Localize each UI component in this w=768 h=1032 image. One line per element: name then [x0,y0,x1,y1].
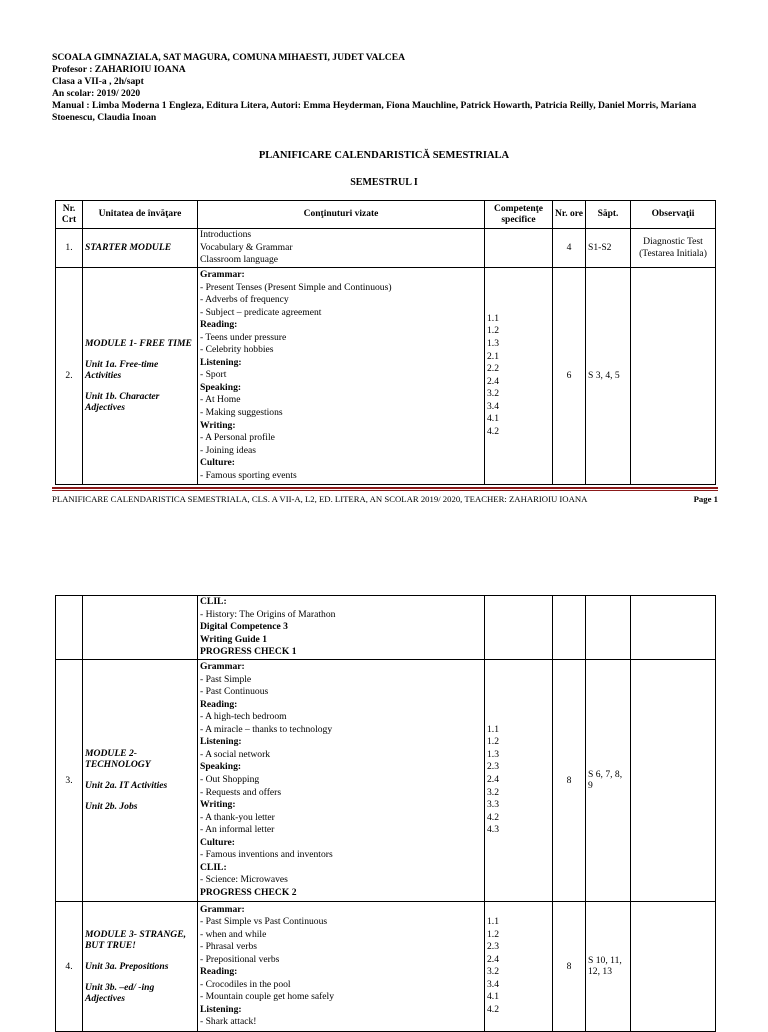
content-item: Introductions [200,229,252,240]
cell-unit [83,229,198,268]
cell-unit [83,267,198,484]
competence-item: 2.4 [487,773,499,785]
content-heading: CLIL: [200,596,227,607]
competence-item: 3.4 [487,400,499,412]
content-heading: CLIL: [200,861,227,873]
cell-notes: Diagnostic Test (Testarea Initiala) [631,229,716,268]
competence-item: 1.1 [487,312,499,324]
content-heading: Listening: [200,356,242,368]
content-item: - A high-tech bedroom [200,711,287,723]
page-number: Page 1 [693,494,718,504]
column-header-content: Conţinuturi vizate [198,201,485,229]
content-heading: Listening: [200,736,242,748]
table-row [56,267,716,484]
cell-hours [553,596,586,660]
school-year: An scolar: 2019/ 2020 [52,88,141,100]
content-item: - History: The Origins of Marathon [200,608,336,620]
content-heading: Grammar: [200,661,245,673]
cell-nr: 3. [56,659,83,901]
competence-item: 3.4 [487,978,499,990]
content-item: - Making suggestions [200,407,283,418]
unit-line: Unit 1b. Character Adjectives [85,391,160,414]
cell-hours: 8 [553,659,586,901]
unit-line: Unit 3b. –ed/ -ing Adjectives [85,981,155,1004]
column-header-notes: Observaţii [631,201,716,229]
content-heading: PROGRESS CHECK 2 [200,886,297,898]
table-row [56,901,716,1031]
content-item: - Sport [200,369,227,381]
footer-rule-thin [52,490,718,491]
competence-item: 2.3 [487,761,499,773]
table-row [56,659,716,901]
cell-unit [83,659,198,901]
semester-title: SEMESTRUL I [350,177,418,188]
content-item: - Teens under pressure [200,331,287,343]
cell-notes [631,659,716,901]
content-item: - Science: Microwaves [200,874,288,886]
content-heading: Reading: [200,966,238,978]
content-heading: Writing Guide 1 [200,633,267,645]
content-item: - Past Simple [200,673,252,685]
competence-item: 1.2 [487,928,499,940]
competence-item: 4.1 [487,991,499,1003]
cell-notes [631,267,716,484]
competence-item: 3.2 [487,786,499,798]
cell-competences [485,901,553,1031]
content-item: - when and while [200,928,267,940]
content-heading: Grammar: [200,268,245,280]
column-header-nr: Nr. Crt [56,201,83,229]
teacher-name: Profesor : ZAHARIOIU IOANA [52,64,186,76]
column-header-competences: Competenţe specifice [485,201,553,229]
cell-content [198,229,485,268]
school-name: SCOALA GIMNAZIALA, SAT MAGURA, COMUNA MIHAESTI, JUDET VALCEA [52,52,406,63]
cell-unit [83,901,198,1031]
content-item: - Present Tenses (Present Simple and Continuous) [200,281,392,293]
content-item: - Phrasal verbs [200,941,258,953]
cell-competences [485,229,553,268]
column-header-hours: Nr. ore [553,201,586,229]
content-heading: PROGRESS CHECK 1 [200,646,297,658]
content-item: - Famous sporting events [200,469,297,481]
content-heading: Reading: [200,698,238,710]
cell-competences [485,267,553,484]
cell-weeks [586,596,631,660]
cell-content [198,596,485,660]
content-item: - Famous inventions and inventors [200,849,333,861]
cell-unit [83,596,198,660]
planning-table-page-2 [55,595,716,1032]
cell-hours: 6 [553,267,586,484]
cell-notes [631,901,716,1031]
unit-line: STARTER MODULE [85,242,172,254]
unit-line: Unit 2b. Jobs [85,801,138,813]
unit-line: MODULE 1- FREE TIME [85,338,192,350]
column-header-weeks: Săpt. [586,201,631,229]
content-item: - Shark attack! [200,1016,257,1028]
cell-competences [485,659,553,901]
cell-weeks: S 3, 4, 5 [586,267,631,484]
cell-nr: 2. [56,267,83,484]
competence-item: 3.2 [487,966,499,978]
content-heading: Speaking: [200,381,242,393]
cell-content [198,659,485,901]
cell-nr [56,596,83,660]
competence-item: 4.2 [487,1003,499,1015]
content-item: - Prepositional verbs [200,953,280,965]
content-heading: Writing: [200,799,236,811]
competence-item: 1.3 [487,338,499,349]
content-item: - Out Shopping [200,773,260,785]
cell-notes [631,596,716,660]
document-header [52,52,732,125]
content-item: Vocabulary & Grammar [200,241,293,253]
unit-line: Unit 3a. Prepositions [85,960,169,972]
competence-item: 3.2 [487,388,499,400]
cell-weeks: S1-S2 [586,229,631,268]
competence-item: 1.1 [487,916,499,928]
competence-item: 4.2 [487,811,499,823]
cell-nr: 1. [56,229,83,268]
cell-weeks: S 10, 11, 12, 13 [586,901,631,1031]
content-heading: Digital Competence 3 [200,621,288,633]
content-item: - A thank-you letter [200,811,275,823]
competence-item: 2.4 [487,953,499,965]
content-item: - Crocodiles in the pool [200,978,291,990]
content-item: - A Personal profile [200,432,275,444]
content-item: - At Home [200,394,241,406]
class-info: Clasa a VII-a , 2h/sapt [52,76,144,88]
cell-competences [485,596,553,660]
content-heading: Grammar: [200,903,245,915]
cell-hours: 8 [553,901,586,1031]
content-heading: Culture: [200,457,235,469]
competence-item: 2.3 [487,941,499,953]
planning-table-page-1 [55,200,716,485]
cell-content [198,901,485,1031]
competence-item: 4.1 [487,413,499,425]
competence-item: 1.2 [487,736,499,748]
content-item: - Adverbs of frequency [200,294,289,306]
unit-line: MODULE 2- TECHNOLOGY [85,748,151,771]
content-item: - Mountain couple get home safely [200,991,335,1003]
unit-line: Unit 1a. Free-time Activities [85,359,159,382]
competence-item: 2.1 [487,350,499,362]
page-footer [52,487,718,504]
competence-item: 2.2 [487,363,499,375]
cell-nr: 4. [56,901,83,1031]
competence-item: 1.2 [487,325,499,337]
content-heading: Writing: [200,419,236,431]
competence-item: 1.1 [487,723,499,735]
content-item: - An informal letter [200,824,275,836]
competence-item: 4.3 [487,824,499,836]
table-row [56,596,716,660]
unit-line: Unit 2a. IT Activities [85,780,168,792]
competence-item: 2.4 [487,375,499,387]
content-item: - A social network [200,748,271,760]
manual-info: Manual : Limba Moderna 1 Engleza, Editura Litera, Autori: Emma Heyderman, Fiona Mauchline, Patrick Howarth, Patricia Reilly, Daniel Morris, Mariana Stoenescu, Claudia Inoan [52,100,697,124]
unit-line: MODULE 3- STRANGE, BUT TRUE! [85,928,187,951]
competence-item: 1.3 [487,748,499,760]
content-item: - Joining ideas [200,444,256,456]
content-item: - Celebrity hobbies [200,344,274,356]
content-item: - Subject – predicate agreement [200,306,322,318]
cell-hours: 4 [553,229,586,268]
content-heading: Culture: [200,836,235,848]
content-heading: Listening: [200,1003,242,1015]
content-item: - A miracle – thanks to technology [200,723,333,735]
content-item: Classroom language [200,254,279,266]
content-item: - Past Simple vs Past Continuous [200,916,328,928]
table-row [56,229,716,268]
competence-item: 4.2 [487,425,499,437]
content-heading: Reading: [200,319,238,331]
column-header-unit: Unitatea de învăţare [83,201,198,229]
footer-text: PLANIFICARE CALENDARISTICA SEMESTRIALA, CLS. A VII-A, L2, ED. LITERA, AN SCOLAR 2019/ 2020, TEACHER: ZAHARIOIU IOANA [52,494,588,504]
content-item: - Past Continuous [200,686,269,698]
footer-rule [52,487,718,489]
cell-content [198,267,485,484]
content-item: - Requests and offers [200,786,282,798]
cell-weeks: S 6, 7, 8, 9 [586,659,631,901]
competence-item: 3.3 [487,799,499,811]
table-header-row [56,201,716,229]
document-title: PLANIFICARE CALENDARISTICĂ SEMESTRIALA [258,150,510,161]
content-heading: Speaking: [200,761,242,773]
